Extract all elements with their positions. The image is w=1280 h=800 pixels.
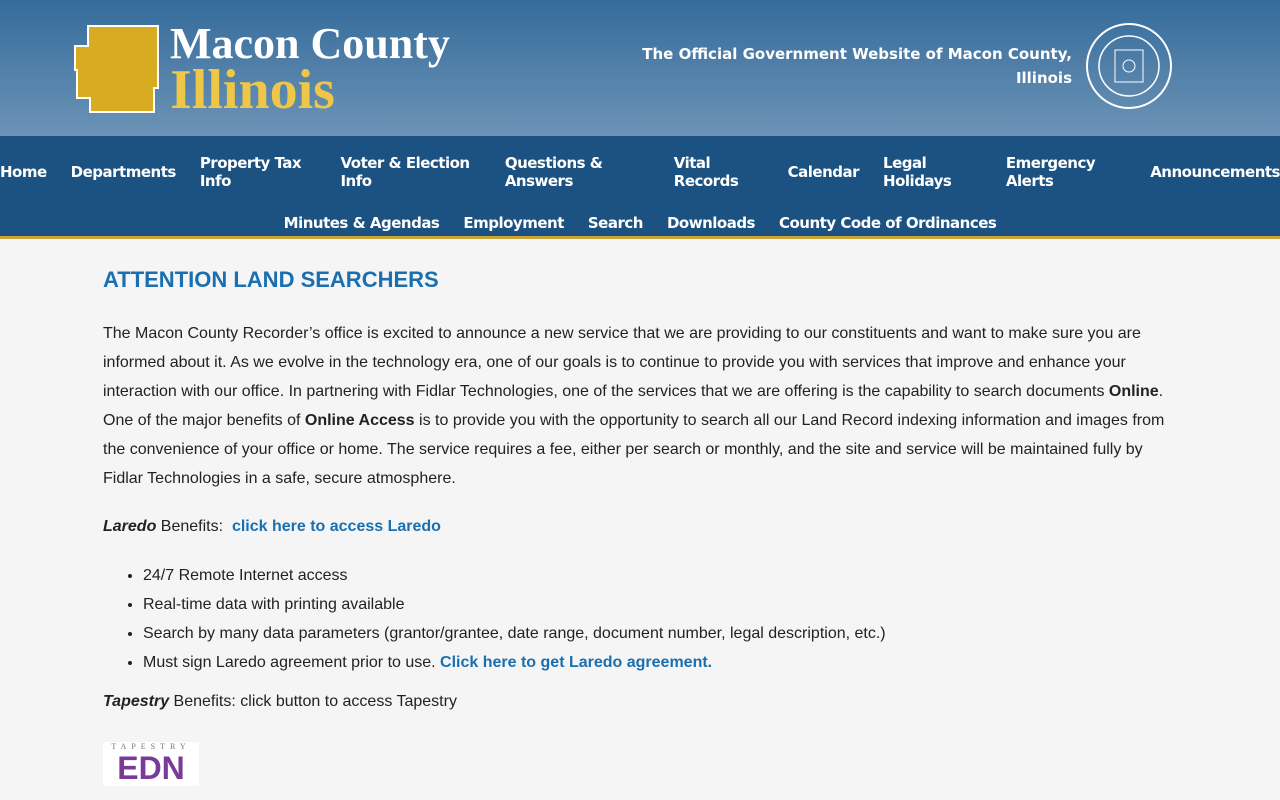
list-item <box>143 648 1180 677</box>
logo-line-1: Macon County <box>170 19 450 68</box>
site-header <box>0 0 1280 136</box>
online-access-bold: Online Access <box>304 412 415 429</box>
nav-vital-records[interactable]: Vital Records <box>673 153 739 190</box>
nav-questions-answers[interactable]: Questions & Answers <box>504 153 603 190</box>
tagline-2: Illinois <box>1015 69 1072 87</box>
laredo-agreement-link[interactable]: Click here to get Laredo agreement. <box>440 654 713 671</box>
tapestry-text: Benefits: click button to access Tapestry <box>169 693 457 710</box>
laredo-line <box>103 512 1180 541</box>
county-seal-icon <box>1085 22 1173 110</box>
tapestry-name: Tapestry <box>103 693 170 710</box>
intro-text-2: . One of the major benefits of <box>103 383 1164 429</box>
laredo-name: Laredo <box>103 518 157 535</box>
nav-voter-election-info[interactable]: Voter & Election Info <box>340 153 470 190</box>
tapestry-button[interactable] <box>103 742 199 786</box>
intro-text-3: is to provide you with the opportunity to search all our Land Record indexing information and images from the convenience of your office or home. The service requires a fee, either per search or monthly, and the site and service will be maintained fully by Fidlar Technologies in a safe, secure atmosphere. <box>103 412 1165 487</box>
nav-home[interactable]: Home <box>0 162 47 181</box>
list-item: • Search by many data parameters (grantor/grantee, date range, document number, legal description, etc.) <box>143 619 1180 648</box>
nav-legal-holidays[interactable]: Legal Holidays <box>883 153 952 190</box>
main-nav <box>0 136 1280 239</box>
intro-paragraph <box>103 319 1180 493</box>
nav-minutes-agendas[interactable]: Minutes & Agendas <box>283 213 440 232</box>
nav-county-code-of-ordinances[interactable]: County Code of Ordinances <box>778 213 997 232</box>
nav-departments[interactable]: Departments <box>70 162 176 181</box>
laredo-benefits-list <box>143 561 1180 677</box>
content <box>0 239 1180 786</box>
tapestry-logo: EDN <box>117 750 185 786</box>
list-item: • 24/7 Remote Internet access <box>143 561 1180 590</box>
online-bold: Online <box>1108 383 1159 400</box>
nav-calendar[interactable]: Calendar <box>787 162 860 181</box>
tapestry-line <box>103 687 1180 716</box>
nav-property-tax-info[interactable]: Property Tax Info <box>199 153 302 190</box>
page-title: ATTENTION LAND SEARCHERS <box>103 267 439 292</box>
tagline-1: The Official Government Website of Macon County, <box>642 45 1072 63</box>
tagline <box>642 42 1072 90</box>
nav-search[interactable]: Search <box>587 213 643 232</box>
list-item: • Real-time data with printing available <box>143 590 1180 619</box>
nav-downloads[interactable]: Downloads <box>666 213 755 232</box>
list-item-text: Must sign Laredo agreement prior to use. <box>143 654 441 671</box>
nav-employment[interactable]: Employment <box>463 213 564 232</box>
intro-text: The Macon County Recorder’s office is excited to announce a new service that we are providing to our constituents and want to make sure you are informed about it. As we evolve in the technology era, one of our goals is to continue to provide you with services that improve and enhance your interaction with our office. In partnering with Fidlar Technologies, one of the services that we are offering is the capability to search documents <box>103 325 1141 400</box>
logo-line-2: Illinois <box>170 59 335 121</box>
nav-emergency-alerts[interactable]: Emergency Alerts <box>1005 153 1096 190</box>
laredo-benefits: Benefits: <box>156 518 224 535</box>
tapestry-logo-top: TAPESTRY <box>111 742 191 751</box>
county-shape-icon <box>74 24 160 114</box>
nav-announcements[interactable]: Announcements <box>1150 162 1280 181</box>
laredo-access-link[interactable]: click here to access Laredo <box>231 518 441 535</box>
site-logo[interactable] <box>74 19 450 121</box>
